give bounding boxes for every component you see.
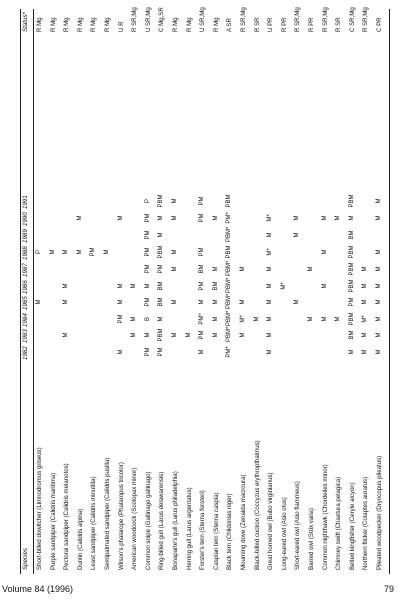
year-cell: M: [63, 332, 70, 338]
year-cell: M: [63, 299, 70, 305]
year-header-1990: 1990: [22, 212, 29, 226]
status-cell: U R: [117, 21, 125, 32]
year-cell: M: [158, 215, 165, 221]
year-cell: M: [362, 332, 369, 338]
year-cell: M: [267, 349, 274, 355]
header-rule: [33, 9, 34, 574]
year-cell: M: [362, 349, 369, 355]
status-cell: R Mg: [90, 17, 98, 32]
year-cell: BM: [212, 281, 219, 291]
status-header: Status*: [22, 12, 29, 32]
status-cell: R SR,Mg: [321, 7, 329, 32]
species-name: American woodcock (Scolopax minor): [131, 467, 139, 570]
year-cell: M: [267, 332, 274, 338]
status-cell: R Mg: [36, 17, 43, 32]
year-cell: M: [376, 198, 382, 204]
year-cell: M: [158, 316, 165, 322]
year-cell: PM: [90, 247, 97, 257]
table-top-rule: [20, 9, 21, 574]
year-cell: M: [376, 283, 382, 289]
year-cell: PBM*: [226, 293, 233, 309]
year-cell: M: [172, 332, 178, 338]
status-cell: U SR,Mg: [199, 7, 207, 32]
year-cell: M: [212, 299, 219, 305]
year-cell: M: [199, 299, 206, 305]
year-cell: PBM: [348, 194, 355, 208]
year-cell: M: [117, 299, 124, 305]
year-cell: PM: [158, 264, 165, 274]
year-cell: PBM*: [226, 226, 233, 242]
year-cell: M: [362, 283, 369, 289]
year-cell: M: [131, 283, 138, 289]
species-name: Pileated woodpecker (Dryocopus pileatus): [376, 455, 383, 570]
year-cell: M: [131, 316, 138, 322]
year-cell: PM: [199, 281, 206, 291]
species-name: Short-eared owl (Asio flammeus): [294, 481, 302, 570]
year-cell: BM: [158, 281, 165, 291]
year-cell: BM: [199, 264, 206, 274]
year-cell: M: [294, 215, 301, 221]
year-cell: M: [172, 299, 178, 305]
year-cell: M: [131, 332, 138, 338]
year-header-1987: 1987: [22, 263, 29, 277]
year-cell: M: [267, 299, 274, 305]
table-bottom-rule: [389, 9, 390, 574]
year-cell: PM: [348, 297, 355, 307]
year-cell: PM*: [226, 212, 233, 224]
year-header-1983: 1983: [22, 329, 29, 343]
year-header-1985: 1985: [22, 296, 29, 310]
year-header-1989: 1989: [22, 229, 29, 243]
year-cell: M: [335, 215, 342, 221]
year-cell: PBM: [348, 312, 355, 326]
year-cell: M: [321, 283, 328, 289]
species-name: Mourning dove (Zenaida macroura): [240, 474, 247, 570]
species-name: Great horned owl (Bubo virginianus): [267, 472, 275, 570]
year-cell: PM: [144, 247, 151, 257]
status-cell: R PR: [308, 17, 315, 32]
year-cell: PM: [199, 247, 206, 257]
year-cell: M: [212, 215, 219, 221]
species-name: Forster's tern (Sterna forsteri): [199, 490, 207, 570]
status-cell: R PR: [280, 17, 288, 32]
year-cell: M: [335, 316, 342, 322]
year-cell: PM: [144, 297, 151, 307]
year-cell: M: [212, 316, 219, 322]
year-cell: M: [158, 232, 165, 238]
year-cell: PBM: [226, 194, 233, 208]
species-name: Common nighthawk (Chordeiles minor): [321, 464, 329, 570]
species-name: Pectoral sandpiper (Calidris melanotos): [63, 463, 71, 570]
year-cell: M: [199, 349, 206, 355]
year-cell: M: [104, 249, 110, 255]
status-cell: R SR: [253, 17, 261, 32]
status-cell: C SR,Mg: [348, 7, 356, 32]
year-cell: M*: [280, 282, 287, 290]
year-cell: PBM*: [226, 326, 233, 342]
year-cell: BM: [348, 330, 355, 340]
year-cell: M: [172, 266, 178, 272]
year-header-1984: 1984: [22, 313, 29, 327]
year-cell: P: [36, 250, 42, 255]
year-cell: M*: [267, 248, 274, 256]
status-cell: R Mg: [172, 17, 179, 32]
species-name: Caspian tern (Sterna caspia): [212, 492, 220, 570]
year-cell: M: [63, 249, 70, 255]
year-cell: M: [267, 232, 274, 238]
status-cell: R Mg: [212, 17, 220, 32]
year-cell: PM: [144, 230, 151, 240]
year-cell: M: [253, 316, 260, 322]
year-cell: M*: [362, 315, 369, 323]
year-cell: BM: [348, 230, 355, 240]
year-cell: M*: [267, 214, 274, 222]
year-cell: M: [376, 299, 382, 305]
year-cell: M: [321, 249, 328, 255]
year-cell: M: [294, 232, 301, 238]
species-name: Wilson's phalarope (Phalaropus tricolor): [117, 462, 125, 570]
year-cell: M: [376, 349, 382, 355]
year-cell: M: [144, 332, 151, 338]
year-cell: PM*: [226, 346, 233, 358]
species-name: Chimney swift (Chaetura pelagica): [335, 476, 343, 570]
status-cell: A SR: [226, 18, 234, 32]
year-cell: M: [267, 266, 274, 272]
status-cell: R Mg: [49, 17, 57, 32]
year-cell: M: [49, 249, 56, 255]
year-cell: PM: [144, 264, 151, 274]
year-cell: M: [362, 299, 369, 305]
year-cell: PM: [199, 196, 206, 206]
year-cell: M: [376, 316, 382, 322]
year-cell: P: [144, 199, 151, 204]
status-cell: R SR,Mg: [294, 7, 302, 32]
volume-label: Volume 84 (1996): [2, 584, 74, 594]
year-cell: PM: [199, 330, 206, 340]
year-cell: M: [240, 299, 246, 305]
year-cell: B: [144, 317, 151, 322]
status-cell: U SR,Mg: [144, 7, 152, 32]
year-cell: M: [36, 299, 42, 305]
year-cell: PM: [144, 347, 151, 357]
year-cell: M: [117, 215, 124, 221]
species-name: Bonaparte's gull (Larus philadelphia): [172, 471, 179, 570]
year-cell: M: [308, 316, 314, 322]
species-name: Short-billed dowitcher (Limnodromus griseus): [36, 447, 43, 570]
year-cell: M: [172, 215, 178, 221]
species-name: Dunlin (Calidris alpina): [76, 508, 84, 570]
species-name: Purple sandpiper (Calidris maritima): [49, 472, 57, 570]
year-cell: M*: [240, 315, 246, 323]
year-cell: M: [348, 349, 355, 355]
status-cell: C PR: [376, 17, 383, 32]
species-name: Long-eared owl (Asio otus): [280, 497, 288, 570]
year-cell: BM: [158, 297, 165, 307]
year-cell: PM: [199, 213, 206, 223]
species-name: Belted kingfisher (Ceryle alcyon): [348, 482, 356, 570]
year-cell: M: [294, 299, 301, 305]
species-name: Northern flicker (Colaptes auratus): [362, 476, 370, 570]
year-header-1988: 1988: [22, 246, 29, 260]
year-cell: M: [76, 249, 83, 255]
year-cell: PBM*: [226, 310, 233, 326]
year-cell: PBM: [158, 194, 165, 208]
year-cell: M: [321, 316, 328, 322]
species-name: Black tern (Chlidonias niger): [226, 493, 234, 570]
year-cell: M: [240, 266, 246, 272]
year-cell: PBM: [348, 262, 355, 276]
year-cell: M: [267, 283, 274, 289]
status-cell: R SR,Mg: [240, 7, 247, 32]
species-name: Common snipe (Gallinago gallinago): [144, 471, 152, 570]
page-number: 79: [384, 584, 395, 594]
status-cell: C Mg,SR: [158, 7, 166, 32]
year-cell: M: [376, 332, 382, 338]
status-cell: R SR: [335, 17, 343, 32]
year-cell: M: [348, 215, 355, 221]
year-cell: PBM: [348, 245, 355, 259]
year-cell: M: [144, 283, 151, 289]
species-name: Ring-billed gull (Larus delawarensis): [158, 471, 166, 570]
species-name: Black-billed cuckoo (Coccyzus erythropthalmus): [253, 440, 261, 570]
species-name: Herring gull (Larus argentatus): [185, 487, 193, 570]
status-cell: R SR,Mg: [131, 7, 139, 32]
year-cell: M: [376, 249, 382, 255]
year-cell: M: [212, 266, 219, 272]
status-cell: R SR,Mg: [362, 7, 370, 32]
year-cell: PBM: [226, 245, 233, 259]
year-cell: PBM*: [226, 260, 233, 276]
year-cell: PM*: [199, 313, 206, 325]
year-cell: M: [172, 249, 178, 255]
year-cell: M: [76, 215, 83, 221]
year-header-1982: 1982: [22, 346, 29, 360]
status-cell: R Mg: [104, 17, 111, 32]
status-cell: R Mg: [63, 17, 71, 32]
status-cell: R Mg: [76, 17, 84, 32]
year-cell: M: [376, 266, 382, 272]
year-cell: PM: [117, 314, 124, 324]
year-cell: PBM: [348, 279, 355, 293]
species-header: Species: [22, 547, 29, 570]
year-cell: M: [321, 215, 328, 221]
year-cell: M: [185, 332, 192, 338]
year-cell: PBM: [158, 328, 165, 342]
year-cell: M: [212, 332, 219, 338]
species-name: Barred owl (Strix varia): [308, 508, 315, 570]
status-cell: R Mg: [185, 17, 193, 32]
year-cell: M: [117, 283, 124, 289]
species-name: Semipalmated sandpiper (Calidris pusilla): [104, 457, 111, 570]
year-cell: M: [117, 349, 124, 355]
year-cell: M: [308, 266, 314, 272]
year-cell: PM: [144, 213, 151, 223]
year-cell: M: [362, 266, 369, 272]
year-cell: M: [172, 198, 178, 204]
year-cell: M: [267, 316, 274, 322]
year-cell: M: [63, 283, 70, 289]
year-cell: PBM: [158, 245, 165, 259]
year-cell: M: [240, 332, 246, 338]
species-name: Least sandpiper (Calidris minutilla): [90, 476, 98, 570]
status-cell: U PR: [267, 17, 275, 32]
year-header-1991: 1991: [22, 195, 29, 209]
year-header-1986: 1986: [22, 280, 29, 294]
year-cell: PBM*: [226, 277, 233, 293]
year-cell: M: [376, 215, 382, 221]
year-cell: PM: [158, 347, 165, 357]
